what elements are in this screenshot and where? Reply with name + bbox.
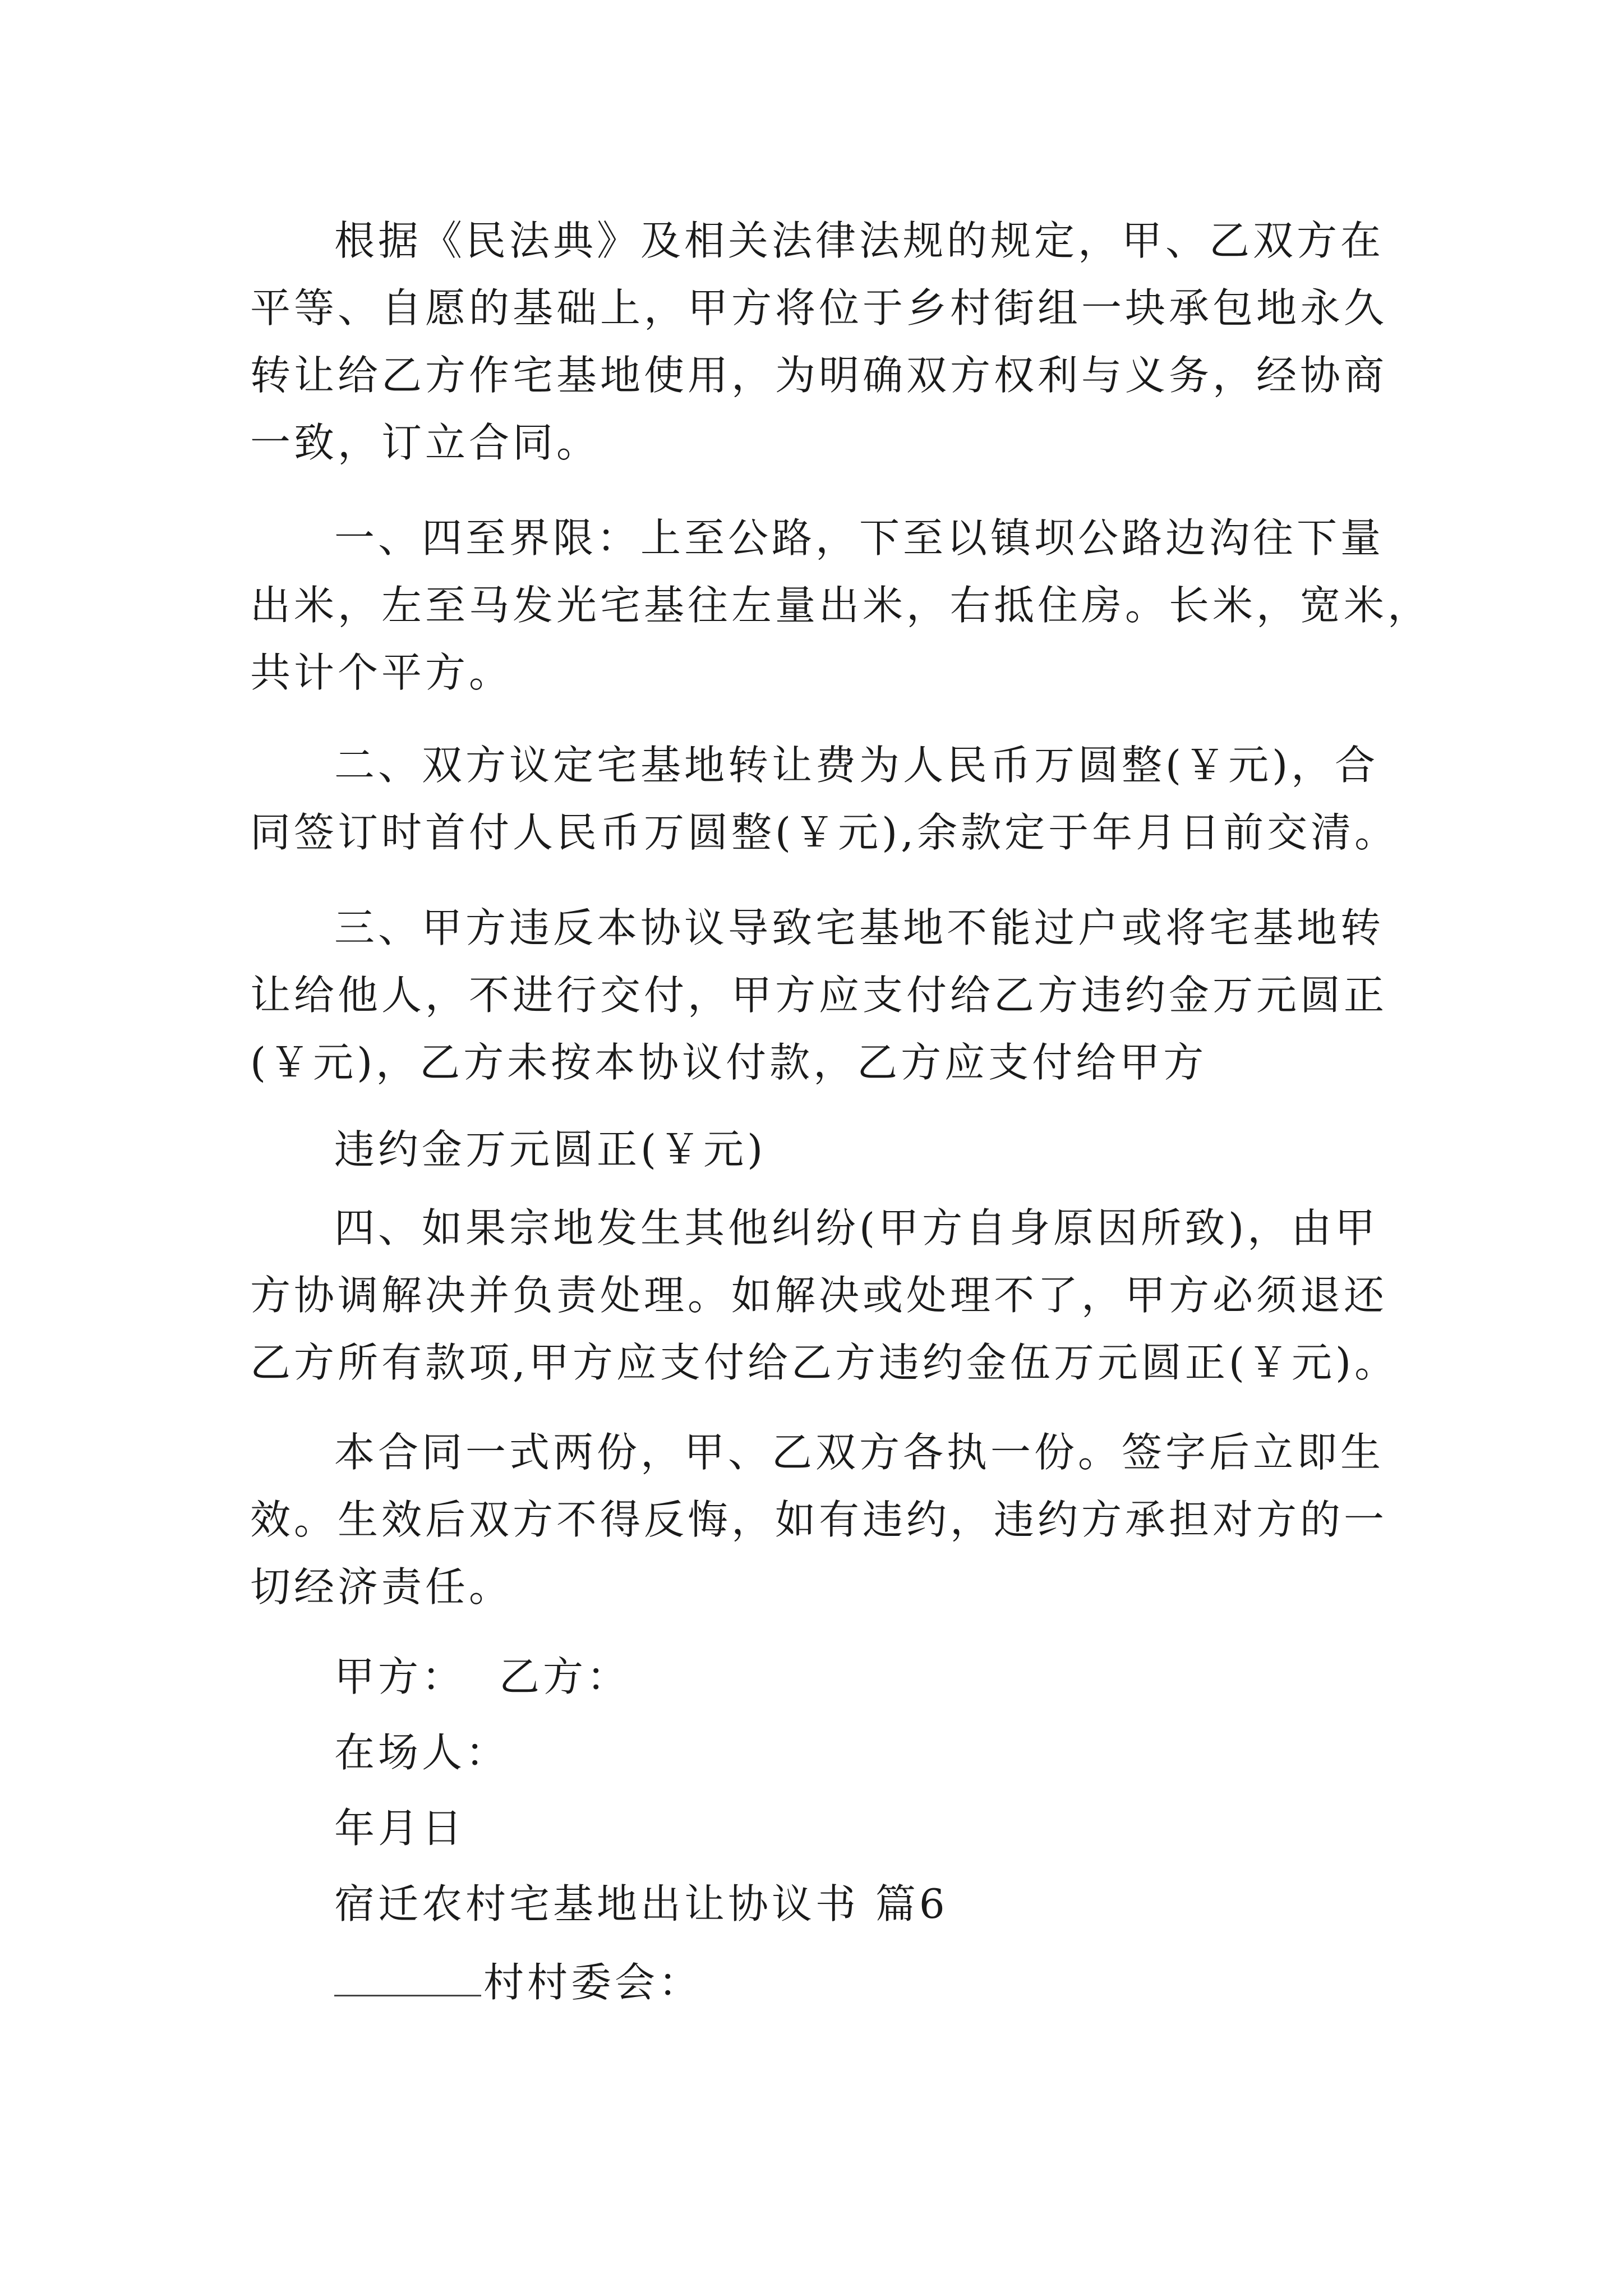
addressee-line [334,1954,702,2010]
closing-line: 本合同一式两份，甲、乙双方各执一份。签字后立即生 [334,1429,1385,1476]
paragraph-line: 转让给乙方作宅基地使用，为明确双方权利与义务，经协商 [250,352,1388,399]
witness-label: 在场人： [334,1729,510,1776]
clause-line: 二、双方议定宅基地转让费为人民币万圆整(￥元)，合 [334,742,1379,789]
paragraph-line: 一致，订立合同。 [250,419,601,466]
paragraph-line: 根据《民法典》及相关法律法规的规定，甲、乙双方在 [334,217,1385,264]
party-b-label: 乙方： [499,1653,631,1700]
clause-line: 共计个平方。 [250,649,513,696]
clause-line: 方协调解决并负责处理。如解决或处理不了，甲方必须退还 [250,1272,1388,1319]
clause-line: 三、甲方违反本协议导致宅基地不能过户或将宅基地转 [334,904,1385,951]
addressee-suffix: 村村委会： [483,1959,703,2006]
blank-fill-line [334,1961,481,1996]
party-a-label: 甲方： [334,1653,466,1700]
clause-line: (￥元)，乙方未按本协议付款，乙方应支付给甲方 [250,1039,1207,1086]
closing-line: 切经济责任。 [250,1563,513,1611]
clause-line: 一、四至界限：上至公路，下至以镇坝公路边沟往下量 [334,514,1385,562]
date-label: 年月日 [334,1805,466,1852]
section-title: 宿迁农村宅基地出让协议书 篇6 [334,1880,948,1927]
clause-line: 四、如果宗地发生其他纠纷(甲方自身原因所致)，由甲 [334,1204,1379,1251]
clause-line: 让给他人，不进行交付，甲方应支付给乙方违约金万元圆正 [250,972,1388,1019]
closing-line: 效。生效后双方不得反悔，如有违约，违约方承担对方的一 [250,1496,1388,1543]
paragraph-line: 平等、自愿的基础上，甲方将位于乡村街组一块承包地永久 [250,284,1388,332]
signature-parties [334,1649,630,1705]
clause-line: 违约金万元圆正(￥元) [334,1126,767,1173]
clause-line: 出米，左至马发光宅基往左量出米，右抵住房。长米，宽米， [250,582,1432,629]
clause-line: 乙方所有款项,甲方应支付给乙方违约金伍万元圆正(￥元)。 [250,1339,1399,1386]
clause-line: 同签订时首付人民币万圆整(￥元),余款定于年月日前交清。 [250,809,1399,856]
